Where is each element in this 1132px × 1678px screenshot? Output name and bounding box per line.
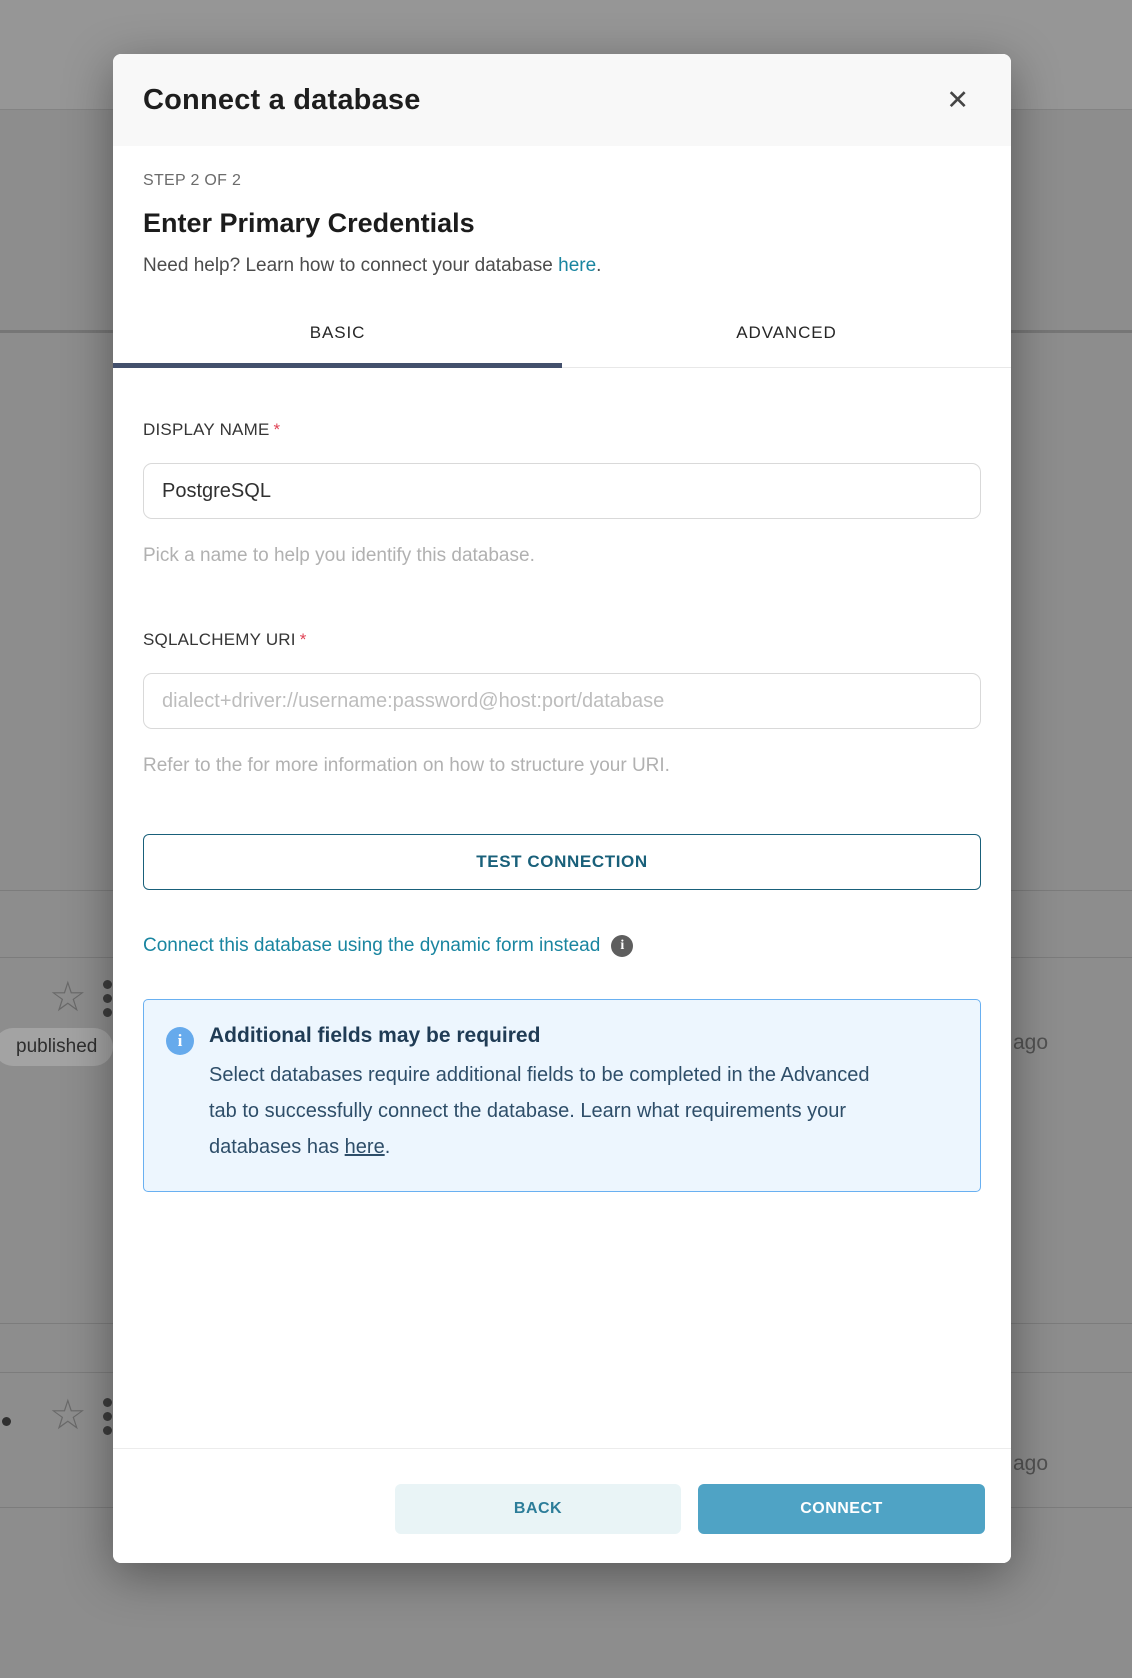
required-asterisk: * (299, 630, 307, 649)
row-actions-menu-icon[interactable] (103, 1398, 112, 1435)
required-asterisk: * (273, 420, 281, 439)
tab-advanced[interactable] (562, 301, 1011, 367)
modified-time-text: ago (1013, 1452, 1049, 1475)
display-name-input[interactable] (143, 463, 981, 519)
help-text-prefix: Need help? Learn how to connect your database (143, 255, 559, 276)
list-bullet-dot (2, 1417, 11, 1426)
connect-database-modal (113, 54, 1011, 1563)
modal-body (113, 172, 1011, 1192)
favorite-star-icon[interactable]: ☆ (49, 1391, 87, 1438)
alert-body (209, 1057, 901, 1165)
sqlalchemy-uri-input[interactable] (143, 673, 981, 729)
display-name-label-text: DISPLAY NAME (143, 420, 270, 439)
dynamic-form-link[interactable]: Connect this database using the dynamic form instead (143, 935, 601, 956)
modal-title: Connect a database (143, 83, 421, 116)
modal-header (113, 54, 1011, 146)
alert-title: Additional fields may be required (209, 1024, 541, 1047)
dynamic-form-row (143, 935, 981, 957)
additional-fields-alert (143, 999, 981, 1192)
info-icon[interactable]: i (611, 935, 633, 957)
test-connection-button[interactable]: TEST CONNECTION (143, 834, 981, 890)
back-button[interactable]: BACK (395, 1484, 681, 1534)
alert-here-link[interactable]: here (344, 1136, 385, 1158)
display-name-helper-text: Pick a name to help you identify this database. (143, 545, 535, 566)
alert-body-text: Select databases require additional fields to be completed in the Advanced tab to successfully connect the database. Learn what requirements your databases has (209, 1064, 870, 1158)
alert-info-icon: i (166, 1027, 194, 1055)
tab-advanced-label: ADVANCED (736, 323, 837, 342)
step-indicator: STEP 2 OF 2 (143, 172, 242, 189)
help-text (143, 255, 981, 277)
alert-content (209, 1024, 901, 1165)
published-status-badge: published (0, 1028, 113, 1066)
tab-basic[interactable] (113, 301, 562, 367)
help-text-suffix: . (596, 255, 602, 276)
help-here-link[interactable]: here (558, 255, 597, 276)
modified-time-text: ago (1013, 1031, 1049, 1054)
sqlalchemy-uri-helper-text: Refer to the for more information on how to structure your URI. (143, 755, 670, 776)
step-heading: Enter Primary Credentials (143, 208, 475, 238)
modal-footer (113, 1448, 1011, 1563)
connect-button[interactable]: CONNECT (698, 1484, 985, 1534)
display-name-label (143, 420, 981, 440)
tab-basic-label: BASIC (309, 323, 366, 342)
sqlalchemy-uri-label (143, 630, 981, 650)
row-actions-menu-icon[interactable] (103, 980, 112, 1017)
sqlalchemy-uri-label-text: SQLALCHEMY URI (143, 630, 296, 649)
active-tab-underline (113, 363, 562, 368)
tab-bar (113, 301, 1011, 368)
alert-body-suffix: . (384, 1136, 391, 1158)
close-icon[interactable]: ✕ (942, 83, 973, 118)
favorite-star-icon[interactable]: ☆ (49, 973, 87, 1020)
